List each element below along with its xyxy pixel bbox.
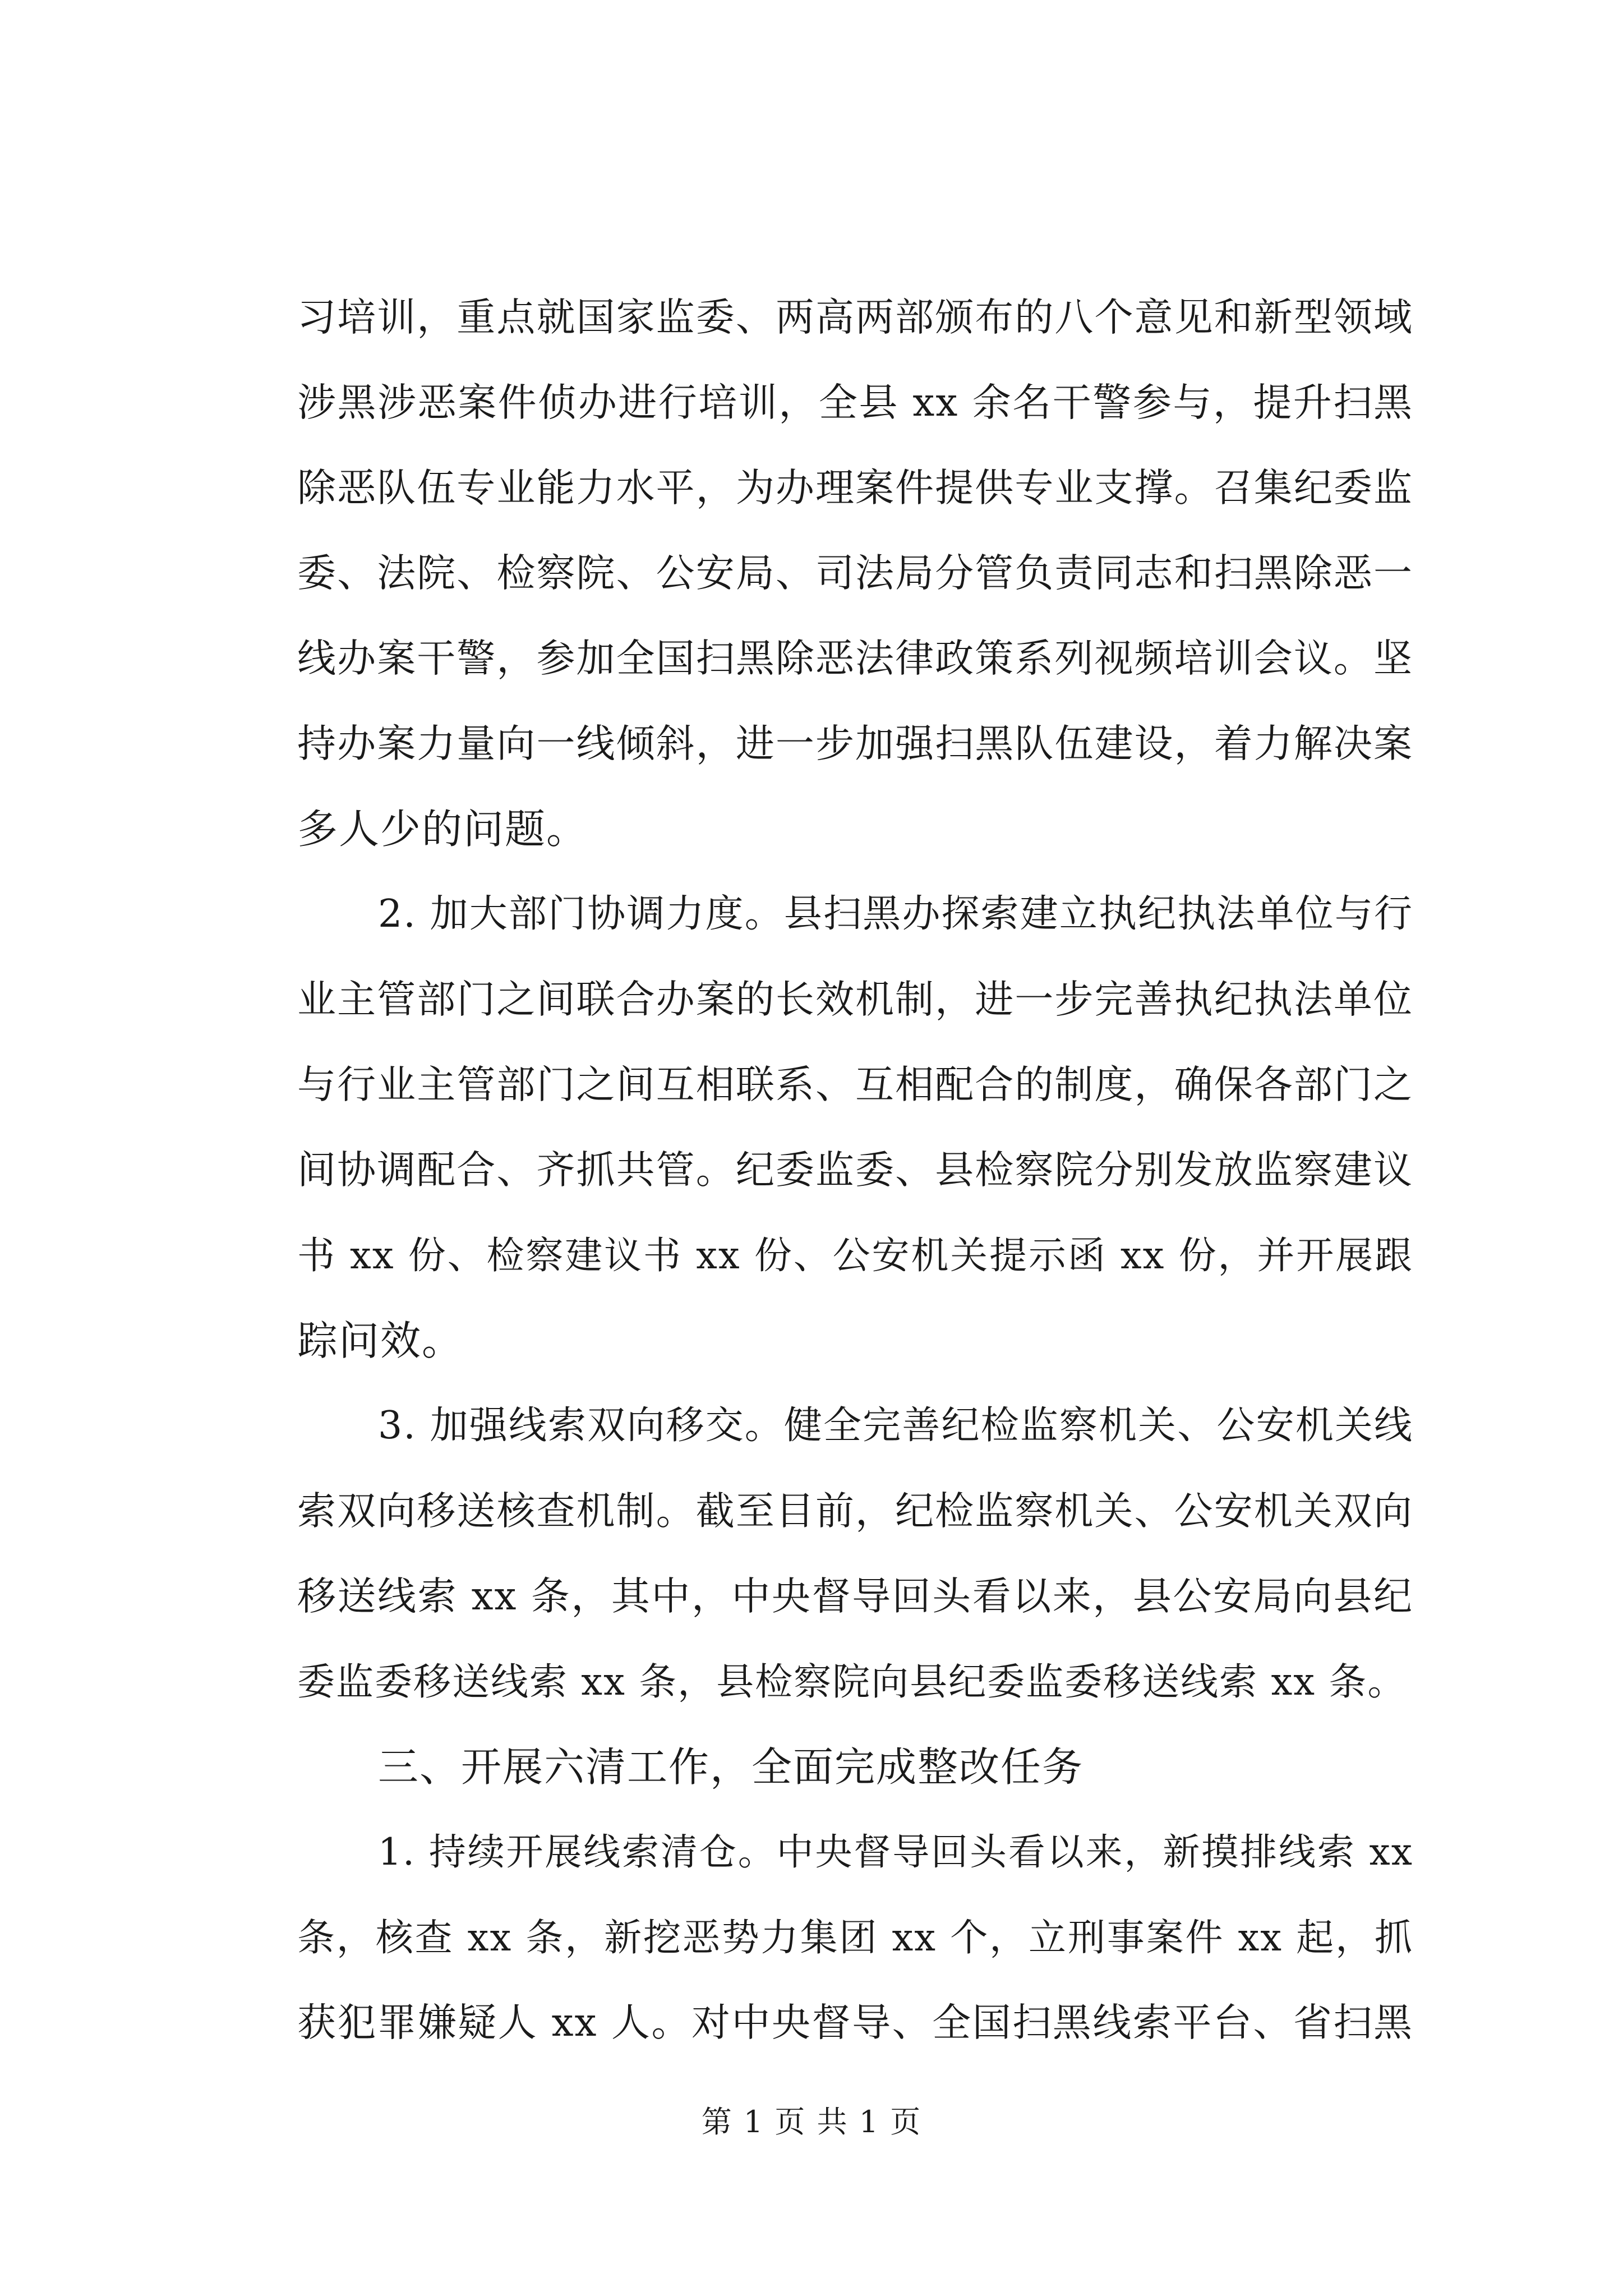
text-line: 线办案干警，参加全国扫黑除恶法律政策系列视频培训会议。坚 bbox=[297, 636, 1413, 681]
text-line: 委监委移送线索 xx 条，县检察院向县纪委监委移送线索 xx 条。 bbox=[297, 1660, 1407, 1704]
text-line: 书 xx 份、检察建议书 xx 份、公安机关提示函 xx 份，并开展跟 bbox=[297, 1234, 1413, 1277]
paragraph-heading-2: 2. 加大部门协调力度。县扫黑办探索建立执纪执法单位与行 bbox=[378, 892, 1413, 936]
document-body bbox=[297, 275, 1413, 2065]
text-line: 持办案力量向一线倾斜，进一步加强扫黑队伍建设，着力解决案 bbox=[297, 721, 1413, 766]
text-line: 委、法院、检察院、公安局、司法局分管负责同志和扫黑除恶一 bbox=[297, 551, 1413, 596]
text-line: 业主管部门之间联合办案的长效机制，进一步完善执纪执法单位 bbox=[297, 977, 1413, 1022]
text-line: 移送线索 xx 条，其中，中央督导回头看以来，县公安局向县纪 bbox=[297, 1574, 1413, 1619]
text-line: 多人少的问题。 bbox=[297, 806, 588, 853]
paragraph-heading-3: 3. 加强线索双向移交。健全完善纪检监察机关、公安机关线 bbox=[378, 1404, 1413, 1448]
page-footer: 第 1 页 共 1 页 bbox=[701, 2104, 922, 2139]
text-line: 除恶队伍专业能力水平，为办理案件提供专业支撑。召集纪委监 bbox=[297, 466, 1413, 510]
text-line: 获犯罪嫌疑人 xx 人。对中央督导、全国扫黑线索平台、省扫黑 bbox=[297, 2000, 1413, 2045]
section-heading: 三、开展六清工作，全面完成整改任务 bbox=[378, 1743, 1084, 1791]
text-line: 间协调配合、齐抓共管。纪委监委、县检察院分别发放监察建议 bbox=[297, 1148, 1413, 1193]
text-line: 索双向移送核查机制。截至目前，纪检监察机关、公安机关双向 bbox=[297, 1489, 1413, 1534]
text-line: 条，核查 xx 条，新挖恶势力集团 xx 个，立刑事案件 xx 起，抓 bbox=[297, 1916, 1413, 1959]
text-line: 涉黑涉恶案件侦办进行培训，全县 xx 余名干警参与，提升扫黑 bbox=[297, 380, 1413, 425]
text-line: 踪问效。 bbox=[297, 1317, 464, 1364]
text-line: 与行业主管部门之间互相联系、互相配合的制度，确保各部门之 bbox=[297, 1062, 1413, 1107]
text-line: 习培训，重点就国家监委、两高两部颁布的八个意见和新型领域 bbox=[297, 295, 1413, 340]
paragraph-heading-1: 1. 持续开展线索清仓。中央督导回头看以来，新摸排线索 xx bbox=[378, 1830, 1413, 1874]
